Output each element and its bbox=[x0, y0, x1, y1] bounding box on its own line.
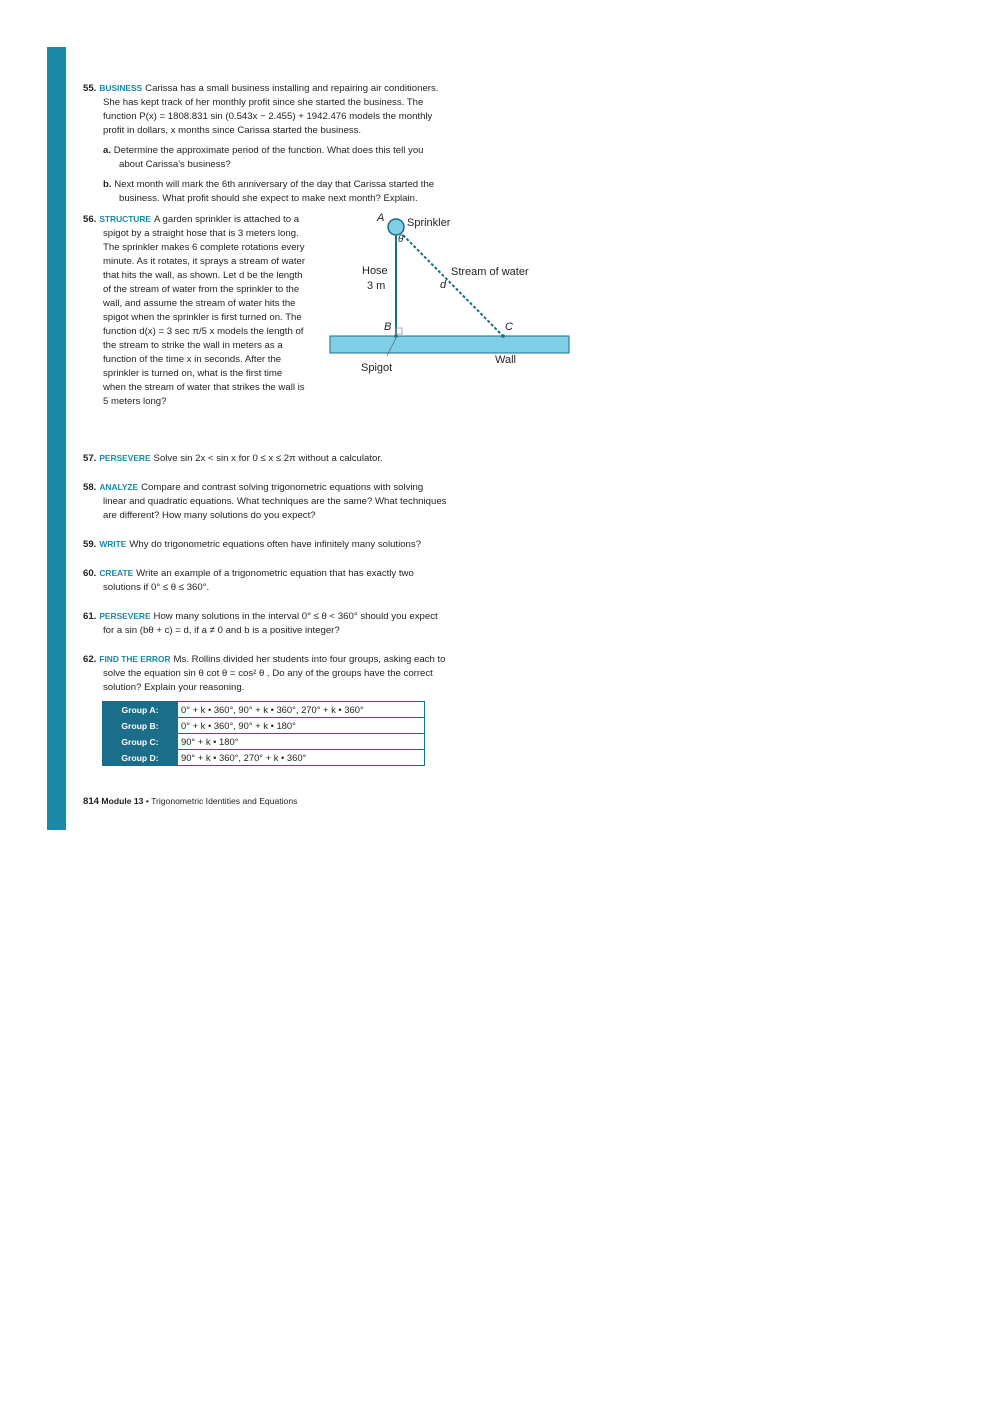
problem-line bbox=[83, 81, 503, 96]
footer-separator: • bbox=[145, 796, 149, 806]
page-number: 814 bbox=[83, 796, 100, 807]
problem-text: solve the equation sin θ cot θ = cos² θ . Do any of the groups have the correct bbox=[103, 668, 433, 679]
problem-keyword: PERSEVERE bbox=[99, 453, 151, 463]
group-label: Group A: bbox=[103, 702, 178, 718]
problem-text: Ms. Rollins divided her students into four groups, asking each to bbox=[173, 654, 446, 665]
problem-keyword: STRUCTURE bbox=[99, 214, 151, 224]
label-sprinkler: Sprinkler bbox=[407, 217, 451, 229]
problem-text: sprinkler is turned on, what is the first time bbox=[103, 368, 283, 379]
part-label: b. bbox=[103, 179, 112, 190]
problem-text: Write an example of a trigonometric equation that has exactly two bbox=[136, 568, 414, 579]
problem-60 bbox=[83, 566, 503, 595]
label-hose: Hose bbox=[362, 265, 388, 277]
problem-55-part-b bbox=[83, 178, 503, 206]
problem-text: Why do trigonometric equations often have infinitely many solutions? bbox=[129, 539, 422, 550]
label-wall: Wall bbox=[495, 354, 516, 366]
problem-text: solutions if 0° ≤ θ ≤ 360°. bbox=[103, 582, 210, 593]
problem-text: The sprinkler makes 6 complete rotations every bbox=[103, 242, 305, 253]
stream-line bbox=[396, 228, 503, 336]
problem-number: 60. bbox=[83, 568, 97, 579]
problem-text: A garden sprinkler is attached to a bbox=[154, 214, 300, 225]
label-a: A bbox=[377, 212, 385, 224]
problem-57 bbox=[83, 451, 503, 466]
sprinkler-head bbox=[388, 219, 404, 235]
chapter-title: Trigonometric Identities and Equations bbox=[151, 796, 298, 806]
group-label: Group C: bbox=[103, 734, 178, 750]
problem-56 bbox=[83, 212, 343, 409]
label-c: C bbox=[505, 321, 513, 333]
problem-text: function P(x) = 1808.831 sin (0.543x − 2.455) + 1942.476 models the monthly bbox=[103, 111, 433, 122]
problem-55-part-a bbox=[83, 144, 503, 172]
group-answers-table bbox=[102, 701, 425, 766]
problem-55 bbox=[83, 81, 503, 206]
problem-58 bbox=[83, 480, 503, 523]
problem-number: 58. bbox=[83, 482, 97, 493]
problem-text: that hits the wall, as shown. Let d be the length bbox=[103, 270, 303, 281]
problem-keyword: WRITE bbox=[99, 539, 127, 549]
problem-text: spigot when the sprinkler is first turned on. The bbox=[103, 312, 302, 323]
problem-text: Next month will mark the 6th anniversary of the day that Carissa started the bbox=[114, 179, 435, 190]
group-answer: 0° + k • 360°, 90° + k • 180° bbox=[178, 718, 425, 734]
problem-number: 55. bbox=[83, 83, 97, 94]
table-row bbox=[103, 750, 425, 766]
problem-text: function d(x) = 3 sec π/5 x models the length of bbox=[103, 326, 304, 337]
problem-keyword: FIND THE ERROR bbox=[99, 654, 171, 664]
sprinkler-diagram-svg bbox=[327, 208, 577, 388]
problem-text: business. What profit should she expect to make next month? Explain. bbox=[119, 193, 418, 204]
problem-keyword: CREATE bbox=[99, 568, 134, 578]
problem-text: She has kept track of her monthly profit since she started the business. The bbox=[103, 97, 424, 108]
problem-text: function of the time x in seconds. After the bbox=[103, 354, 282, 365]
problem-text: are different? How many solutions do you expect? bbox=[103, 510, 316, 521]
problem-text: Carissa has a small business installing and repairing air conditioners. bbox=[145, 83, 439, 94]
problem-text: the stream to strike the wall in meters as a bbox=[103, 340, 283, 351]
group-label: Group D: bbox=[103, 750, 178, 766]
part-label: a. bbox=[103, 145, 112, 156]
label-theta: θ bbox=[398, 234, 404, 245]
problem-text: linear and quadratic equations. What techniques are the same? What techniques bbox=[103, 496, 447, 507]
problem-text: profit in dollars, x months since Carissa started the business. bbox=[103, 125, 362, 136]
group-answer: 90° + k • 180° bbox=[178, 734, 425, 750]
problem-text: solution? Explain your reasoning. bbox=[103, 682, 245, 693]
problem-61 bbox=[83, 609, 503, 638]
label-spigot: Spigot bbox=[361, 362, 393, 374]
label-hose-length: 3 m bbox=[367, 280, 386, 292]
problem-text: minute. As it rotates, it sprays a stream of water bbox=[103, 256, 306, 267]
problem-text: spigot by a straight hose that is 3 meters long. bbox=[103, 228, 299, 239]
problem-number: 56. bbox=[83, 214, 97, 225]
problem-59 bbox=[83, 537, 503, 552]
problem-number: 59. bbox=[83, 539, 97, 550]
problem-number: 62. bbox=[83, 654, 97, 665]
problem-text: How many solutions in the interval 0° ≤ θ < 360° should you expect bbox=[153, 611, 438, 622]
page-footer bbox=[83, 796, 297, 807]
problem-text: of the stream of water from the sprinkler to the bbox=[103, 284, 300, 295]
group-answer: 0° + k • 360°, 90° + k • 360°, 270° + k • 360° bbox=[178, 702, 425, 718]
page-side-bar bbox=[47, 47, 66, 830]
label-b: B bbox=[384, 321, 392, 333]
problem-keyword: ANALYZE bbox=[99, 482, 139, 492]
sprinkler-diagram bbox=[327, 208, 577, 388]
problem-text: 5 meters long? bbox=[103, 396, 167, 407]
problem-text: Compare and contrast solving trigonometric equations with solving bbox=[141, 482, 424, 493]
module-name: Module 13 bbox=[101, 796, 144, 806]
problem-text: when the stream of water that strikes the wall is bbox=[103, 382, 305, 393]
problem-text: Solve sin 2x < sin x for 0 ≤ x ≤ 2π without a calculator. bbox=[153, 453, 383, 464]
label-d: d bbox=[440, 279, 447, 291]
label-stream: Stream of water bbox=[451, 266, 529, 278]
problem-keyword: PERSEVERE bbox=[99, 611, 151, 621]
problem-62 bbox=[83, 652, 503, 695]
point-c bbox=[501, 334, 505, 338]
problem-text: about Carissa's business? bbox=[119, 159, 231, 170]
problem-text: wall, and assume the stream of water hits the bbox=[103, 298, 296, 309]
problem-number: 57. bbox=[83, 453, 97, 464]
wall-shape bbox=[330, 336, 569, 353]
problem-text: Determine the approximate period of the function. What does this tell you bbox=[113, 145, 424, 156]
table-row bbox=[103, 702, 425, 718]
problem-number: 61. bbox=[83, 611, 97, 622]
problem-keyword: BUSINESS bbox=[99, 83, 143, 93]
point-b bbox=[394, 334, 398, 338]
group-label: Group B: bbox=[103, 718, 178, 734]
problem-text: for a sin (bθ + c) = d, if a ≠ 0 and b is a positive integer? bbox=[103, 625, 340, 636]
table-row bbox=[103, 734, 425, 750]
table-row bbox=[103, 718, 425, 734]
group-answer: 90° + k • 360°, 270° + k • 360° bbox=[178, 750, 425, 766]
